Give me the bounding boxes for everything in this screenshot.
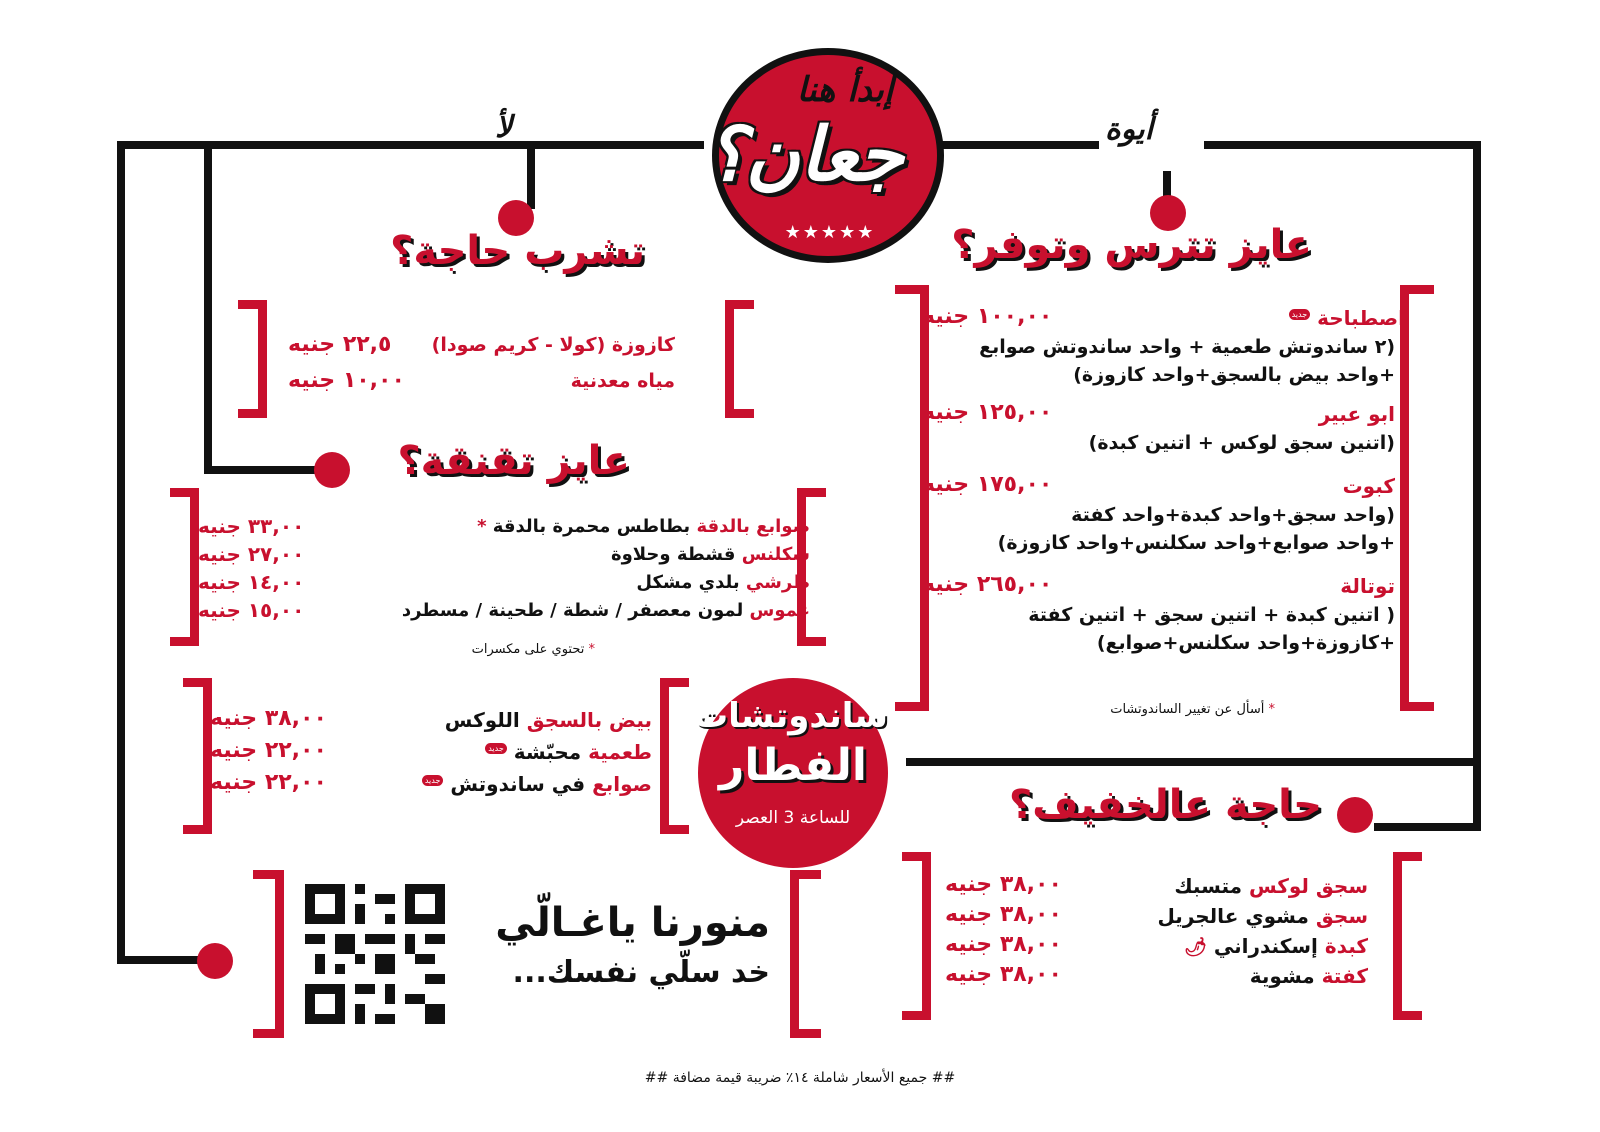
welcome-line1: منورنا ياغـالّي xyxy=(495,900,770,946)
snack-heading: عايز تقنقة؟ xyxy=(397,438,630,484)
footer-tax-note: ## جميع الأسعار شاملة ١٤٪ ضريبة قيمة مضافة ## xyxy=(644,1070,956,1086)
breakfast-item xyxy=(485,740,652,764)
combo-price: ١٧٥,٠٠ جنيه xyxy=(922,472,1053,497)
snack-item xyxy=(611,544,810,565)
light-item-name: كبدة xyxy=(1324,934,1368,958)
breakfast-item-name: طعمية xyxy=(588,740,652,764)
save-note: * أسأل عن تغيير الساندوتشات xyxy=(1110,702,1275,717)
light-item-price: ٣٨,٠٠ جنيه xyxy=(945,902,1062,927)
save-bracket-left xyxy=(895,285,929,711)
breakfast-item-desc: اللوكس xyxy=(444,708,520,732)
nuts-star-icon: * xyxy=(477,516,487,537)
flow-dot-welcome xyxy=(197,943,233,979)
new-badge: جديد xyxy=(1289,309,1311,320)
combo-desc: ( اتنين كبدة + اتنين سجق + اتنين كفتة xyxy=(1028,604,1395,626)
light-item xyxy=(1157,904,1368,928)
breakfast-bracket-right xyxy=(660,678,689,834)
light-item-price: ٣٨,٠٠ جنيه xyxy=(945,872,1062,897)
combo-price: ١٢٥,٠٠ جنيه xyxy=(922,400,1053,425)
start-here-text: إبدأ هنا xyxy=(796,70,894,110)
combo-name-text: اصطباحة xyxy=(1317,306,1405,330)
combo-desc: (واحد سجق+واحد كبدة+واحد كفتة xyxy=(1071,504,1395,526)
breakfast-item-price: ٣٨,٠٠ جنيه xyxy=(210,706,327,731)
chili-icon: 🌶 xyxy=(1184,937,1207,958)
light-item-desc: مشوية xyxy=(1249,964,1315,988)
light-bracket-left xyxy=(902,852,931,1020)
snack-item-price: ١٤,٠٠ جنيه xyxy=(198,570,305,594)
light-heading: حاجة عالخفيف؟ xyxy=(1008,782,1322,828)
new-badge: جديد xyxy=(485,743,507,754)
breakfast-item-desc: محبّشة xyxy=(513,740,582,764)
snack-note: * تحتوي على مكسرات xyxy=(471,642,595,657)
snack-item-desc: لمون معصفر / شطة / طحينة / مسطرد xyxy=(401,600,744,621)
light-item xyxy=(1250,964,1368,988)
save-heading: عايز تترس وتوفر؟ xyxy=(951,222,1312,268)
combo-price: ٢٦٥,٠٠ جنيه xyxy=(922,572,1053,597)
snack-item-name: غموس xyxy=(749,600,810,621)
light-item-name: كفتة xyxy=(1321,964,1368,988)
light-item xyxy=(1174,874,1368,898)
breakfast-item xyxy=(445,708,652,732)
light-item xyxy=(1184,934,1368,958)
light-item-desc: إسكندراني xyxy=(1213,934,1318,958)
combo-name: ابو عبير xyxy=(1318,402,1395,426)
combo-name xyxy=(1289,306,1405,330)
snack-item xyxy=(402,600,810,621)
flow-dot-light xyxy=(1337,797,1373,833)
welcome-line2: خد سلّي نفسك... xyxy=(512,955,770,990)
light-item-name: سجق لوكس xyxy=(1248,874,1368,898)
snack-item-price: ٣٣,٠٠ جنيه xyxy=(198,514,305,538)
breakfast-hours: للساعة 3 العصر xyxy=(735,808,851,828)
combo-desc: (٢ ساندوتش طعمية + واحد ساندوتش صوابع xyxy=(979,336,1395,358)
light-item-name: سجق xyxy=(1315,904,1368,928)
welcome-bracket-left xyxy=(253,870,284,1038)
branch-yes-label: أيوة xyxy=(1105,112,1153,147)
snack-item-price: ٢٧,٠٠ جنيه xyxy=(198,542,305,566)
combo-desc: +واحد بيض بالسجق+واحد كازوزة) xyxy=(1073,364,1395,386)
new-badge: جديد xyxy=(422,775,444,786)
combo-desc: +كازوزة+واحد سكلنس+صوابع) xyxy=(1096,632,1395,654)
light-bracket-right xyxy=(1393,852,1422,1020)
snack-item-price: ١٥,٠٠ جنيه xyxy=(198,598,305,622)
save-note-text: أسأل عن تغيير الساندوتشات xyxy=(1110,702,1265,717)
drink-item-name: كازوزة (كولا - كريم صودا) xyxy=(431,334,675,356)
branch-no-label: لأ xyxy=(495,110,513,145)
welcome-bracket-right xyxy=(790,870,821,1038)
snack-item xyxy=(477,516,810,537)
breakfast-title-line1: ساندوتشات xyxy=(693,696,888,736)
drink-bracket-right xyxy=(725,300,754,418)
light-item-price: ٣٨,٠٠ جنيه xyxy=(945,932,1062,957)
breakfast-item xyxy=(422,772,652,796)
snack-note-text: تحتوي على مكسرات xyxy=(471,642,585,657)
combo-price: ١٠٠,٠٠ جنيه xyxy=(922,304,1053,329)
breakfast-title-line2: الفطار xyxy=(719,740,867,791)
breakfast-bracket-left xyxy=(183,678,212,834)
snack-bracket-left xyxy=(170,488,199,646)
flow-dot-snack xyxy=(314,452,350,488)
stars-decoration: ★★★★★ xyxy=(784,222,876,243)
light-item-desc: مشوي عالجريل xyxy=(1157,904,1309,928)
snack-item-desc: قشطة وحلاوة xyxy=(610,544,736,565)
combo-name: توتالة xyxy=(1340,574,1395,598)
snack-item-desc: بلدي مشكل xyxy=(636,572,740,593)
snack-item-name: سكلنس xyxy=(741,544,810,565)
breakfast-item-price: ٢٢,٠٠ جنيه xyxy=(210,738,327,763)
snack-bracket-right xyxy=(797,488,826,646)
light-item-desc: متسبك xyxy=(1174,874,1242,898)
snack-item-desc: بطاطس محمرة بالدقة xyxy=(492,516,691,537)
drink-item-price: ٢٢,٥ جنيه xyxy=(288,332,392,357)
combo-name: كبوت xyxy=(1342,474,1395,498)
light-item-price: ٣٨,٠٠ جنيه xyxy=(945,962,1062,987)
drink-item-price: ١٠,٠٠ جنيه xyxy=(288,368,405,393)
combo-desc: +واحد صوابع+واحد سكلنس+واحد كازوزة) xyxy=(997,532,1395,554)
save-bracket-right xyxy=(1400,285,1434,711)
snack-item xyxy=(636,572,810,593)
snack-item-name: صوابع بالدقة xyxy=(696,516,810,537)
breakfast-item-name: صوابع xyxy=(592,772,652,796)
drink-item-name: مياه معدنية xyxy=(570,370,675,392)
breakfast-item-price: ٢٢,٠٠ جنيه xyxy=(210,770,327,795)
qr-code[interactable] xyxy=(305,884,445,1024)
drink-bracket-left xyxy=(238,300,267,418)
combo-desc: (اتنين سجق لوكس + اتنين كبدة) xyxy=(1088,432,1395,454)
hungry-title: جعان؟ xyxy=(706,112,904,198)
drink-heading: تشرب حاجة؟ xyxy=(390,228,645,274)
breakfast-item-desc: في ساندوتش xyxy=(450,772,586,796)
snack-item-name: طرشي xyxy=(745,572,810,593)
breakfast-item-name: بيض بالسجق xyxy=(526,708,652,732)
